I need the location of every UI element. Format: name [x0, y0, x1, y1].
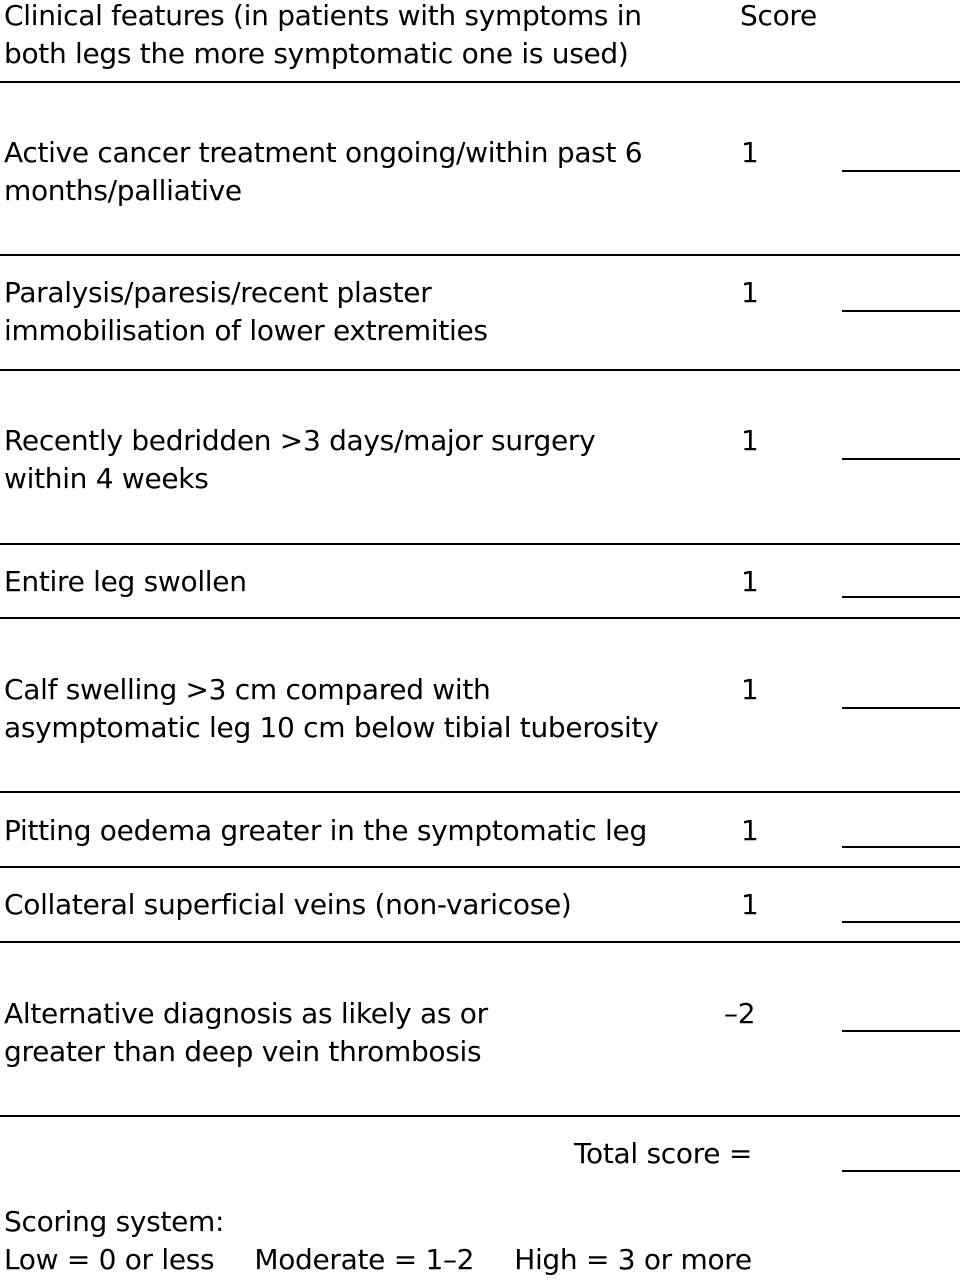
score-collateral-veins: 1: [741, 888, 759, 921]
feature-leg-swollen: Entire leg swollen: [4, 565, 247, 598]
row-divider: [0, 369, 960, 371]
score-blank-bedridden[interactable]: [842, 458, 960, 460]
score-blank-active-cancer[interactable]: [842, 170, 960, 172]
feature-bedridden: [4, 422, 595, 498]
total-score-label: Total score =: [574, 1137, 752, 1170]
feature-line1: Recently bedridden >3 days/major surgery: [4, 424, 596, 457]
row-divider: [0, 1115, 960, 1117]
score-blank-calf-swelling[interactable]: [842, 707, 960, 709]
scoring-system-title: Scoring system:: [4, 1205, 225, 1238]
feature-line1: Calf swelling >3 cm compared with: [4, 673, 491, 706]
score-leg-swollen: 1: [741, 565, 759, 598]
scoring-low: Low = 0 or less: [4, 1243, 215, 1276]
feature-calf-swelling: [4, 671, 658, 747]
header-score-label: Score: [740, 0, 817, 32]
score-blank-leg-swollen[interactable]: [842, 596, 960, 598]
feature-line1: Active cancer treatment ongoing/within past 6: [4, 136, 643, 169]
feature-line2: greater than deep vein thrombosis: [4, 1035, 482, 1068]
header-features-line1: Clinical features (in patients with symptoms in: [4, 0, 642, 32]
score-active-cancer: 1: [741, 136, 759, 169]
row-divider: [0, 941, 960, 943]
row-divider: [0, 254, 960, 256]
score-blank-pitting-oedema[interactable]: [842, 846, 960, 848]
score-pitting-oedema: 1: [741, 814, 759, 847]
total-score-blank[interactable]: [842, 1170, 960, 1172]
feature-line2: asymptomatic leg 10 cm below tibial tuberosity: [4, 711, 659, 744]
feature-line2: within 4 weeks: [4, 462, 209, 495]
feature-line1: Paralysis/paresis/recent plaster: [4, 276, 432, 309]
score-bedridden: 1: [741, 424, 759, 457]
score-blank-collateral-veins[interactable]: [842, 921, 960, 923]
feature-collateral-veins: Collateral superficial veins (non-varicose): [4, 888, 572, 921]
row-divider: [0, 866, 960, 868]
header-divider: [0, 81, 960, 83]
feature-line2: immobilisation of lower extremities: [4, 314, 488, 347]
feature-line1: Alternative diagnosis as likely as or: [4, 997, 488, 1030]
header-features-label: [4, 0, 642, 73]
score-blank-paralysis[interactable]: [842, 310, 960, 312]
feature-paralysis: [4, 274, 488, 350]
feature-line2: months/palliative: [4, 174, 242, 207]
feature-active-cancer: [4, 134, 642, 210]
score-paralysis: 1: [741, 276, 759, 309]
header-features-line2: both legs the more symptomatic one is used): [4, 37, 629, 70]
score-calf-swelling: 1: [741, 673, 759, 706]
row-divider: [0, 543, 960, 545]
row-divider: [0, 617, 960, 619]
scoring-legend: [4, 1241, 752, 1279]
score-alternative-diagnosis: –2: [724, 997, 756, 1030]
row-divider: [0, 791, 960, 793]
score-blank-alternative-diagnosis[interactable]: [842, 1030, 960, 1032]
scoring-high: High = 3 or more: [514, 1243, 752, 1276]
scoring-moderate: Moderate = 1–2: [254, 1243, 475, 1276]
feature-alternative-diagnosis: [4, 995, 488, 1071]
feature-pitting-oedema: Pitting oedema greater in the symptomatic leg: [4, 814, 647, 847]
